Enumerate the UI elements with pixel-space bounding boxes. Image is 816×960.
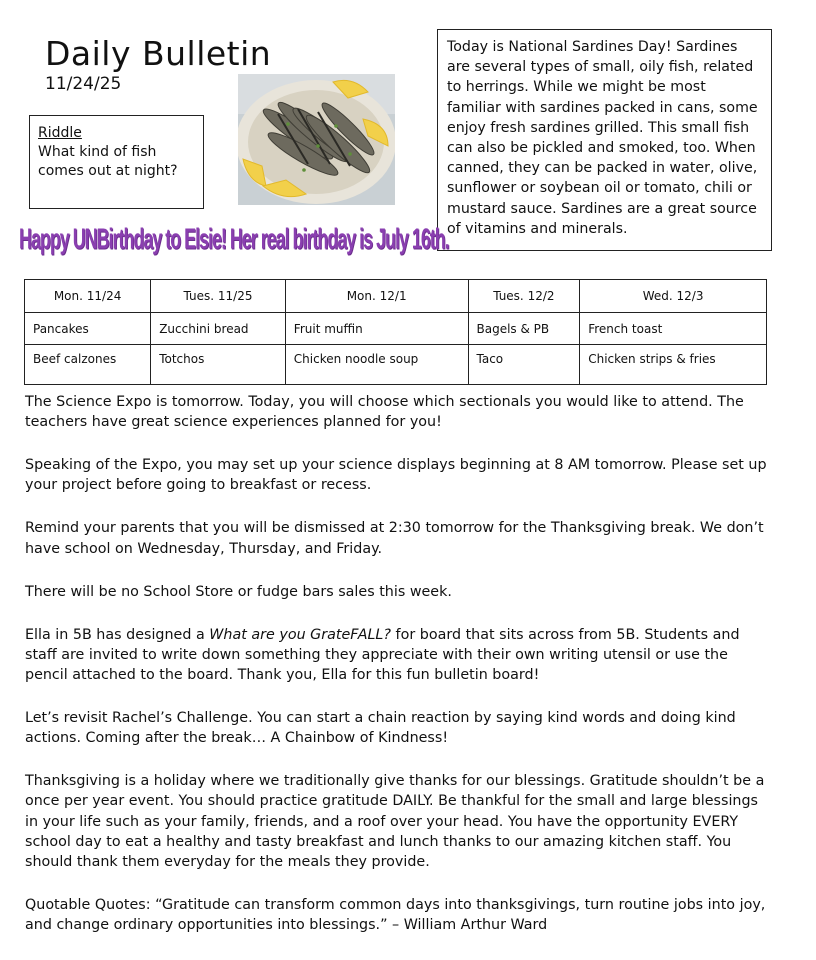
quotable-quote: Quotable Quotes: “Gratitude can transform common days into thanksgivings, turn routine jobs into joy, and change ordinary opportunities into blessings.” – William Arthur Ward (25, 897, 766, 934)
national-sardines-day-note: Today is National Sardines Day! Sardines are several types of small, oily fish, related to herrings. While we might be most familiar with sardines packed in cans, some enjoy fresh sardines grilled. This small fish can also be pickled and smoked, too. When canned, they can be packed in water, olive, sunflower or soybean oil or tomato, chili or mustard sauce. Sardines are a great source of vitamins and minerals. (437, 29, 772, 251)
lunch-menu-table (24, 279, 767, 385)
page-title: Daily Bulletin (45, 34, 272, 73)
riddle-question: What kind of fish comes out at night? (38, 144, 178, 179)
gratefall-title: What are you GrateFALL? (209, 626, 391, 643)
menu-day-header: Tues. 11/25 (151, 280, 286, 313)
announcement-expo-setup: Speaking of the Expo, you may set up your science displays beginning at 8 AM tomorrow. Please set up your project before going to breakfast or recess. (25, 457, 767, 494)
menu-lunch-row (25, 345, 767, 385)
menu-cell: Bagels & PB (468, 313, 580, 345)
announcements (25, 392, 775, 958)
announcement-rachels-challenge: Let’s revisit Rachel’s Challenge. You can start a chain reaction by saying kind words and doing kind actions. Coming after the break… A Chainbow of Kindness! (25, 710, 736, 747)
menu-header-row (25, 280, 767, 313)
menu-breakfast-row (25, 313, 767, 345)
gratefall-text-end: for board that sits across from 5B. Students and staff are invited to write down something they appreciate with their own writing utensil or use the pencil attached to the board. Thank you, Ella for this fun bulletin board! (25, 626, 740, 684)
birthday-banner: Happy UNBirthday to Elsie! Her real birthday is July 16th. (19, 222, 449, 255)
sardines-plate-illustration (238, 74, 395, 205)
announcement-dismissal: Remind your parents that you will be dismissed at 2:30 tomorrow for the Thanksgiving break. We don’t have school on Wednesday, Thursday, and Friday. (25, 520, 764, 557)
menu-cell: Taco (468, 345, 580, 385)
gratefall-text-start: Ella in 5B has designed a (25, 626, 210, 643)
menu-cell: French toast (580, 313, 767, 345)
menu-day-header: Tues. 12/2 (468, 280, 580, 313)
announcement-science-expo: The Science Expo is tomorrow. Today, you will choose which sectionals you would like to attend. The teachers have great science experiences planned for you! (25, 394, 744, 431)
menu-day-header: Mon. 12/1 (285, 280, 468, 313)
menu-day-header: Mon. 11/24 (25, 280, 151, 313)
announcement-school-store: There will be no School Store or fudge bars sales this week. (25, 583, 452, 600)
riddle-heading: Riddle (38, 125, 82, 141)
menu-cell: Chicken strips & fries (580, 345, 767, 385)
announcement-gratefall-board (25, 625, 775, 686)
bulletin-date: 11/24/25 (45, 74, 122, 94)
menu-cell: Beef calzones (25, 345, 151, 385)
sardines-photo (238, 74, 395, 205)
announcement-thanksgiving: Thanksgiving is a holiday where we traditionally give thanks for our blessings. Gratitude shouldn’t be a once per year event. You should practice gratitude DAILY. Be thankful for the small and large blessings in your life such as your family, friends, and a roof over your head. You have the opportunity EVERY school day to eat a healthy and tasty breakfast and lunch thanks to our amazing kitchen staff. You should thank them everyday for the meals they provide. (25, 773, 765, 871)
riddle-box (29, 115, 204, 209)
menu-cell: Chicken noodle soup (285, 345, 468, 385)
menu-cell: Zucchini bread (151, 313, 286, 345)
menu-cell: Totchos (151, 345, 286, 385)
menu-day-header: Wed. 12/3 (580, 280, 767, 313)
menu-cell: Pancakes (25, 313, 151, 345)
menu-cell: Fruit muffin (285, 313, 468, 345)
